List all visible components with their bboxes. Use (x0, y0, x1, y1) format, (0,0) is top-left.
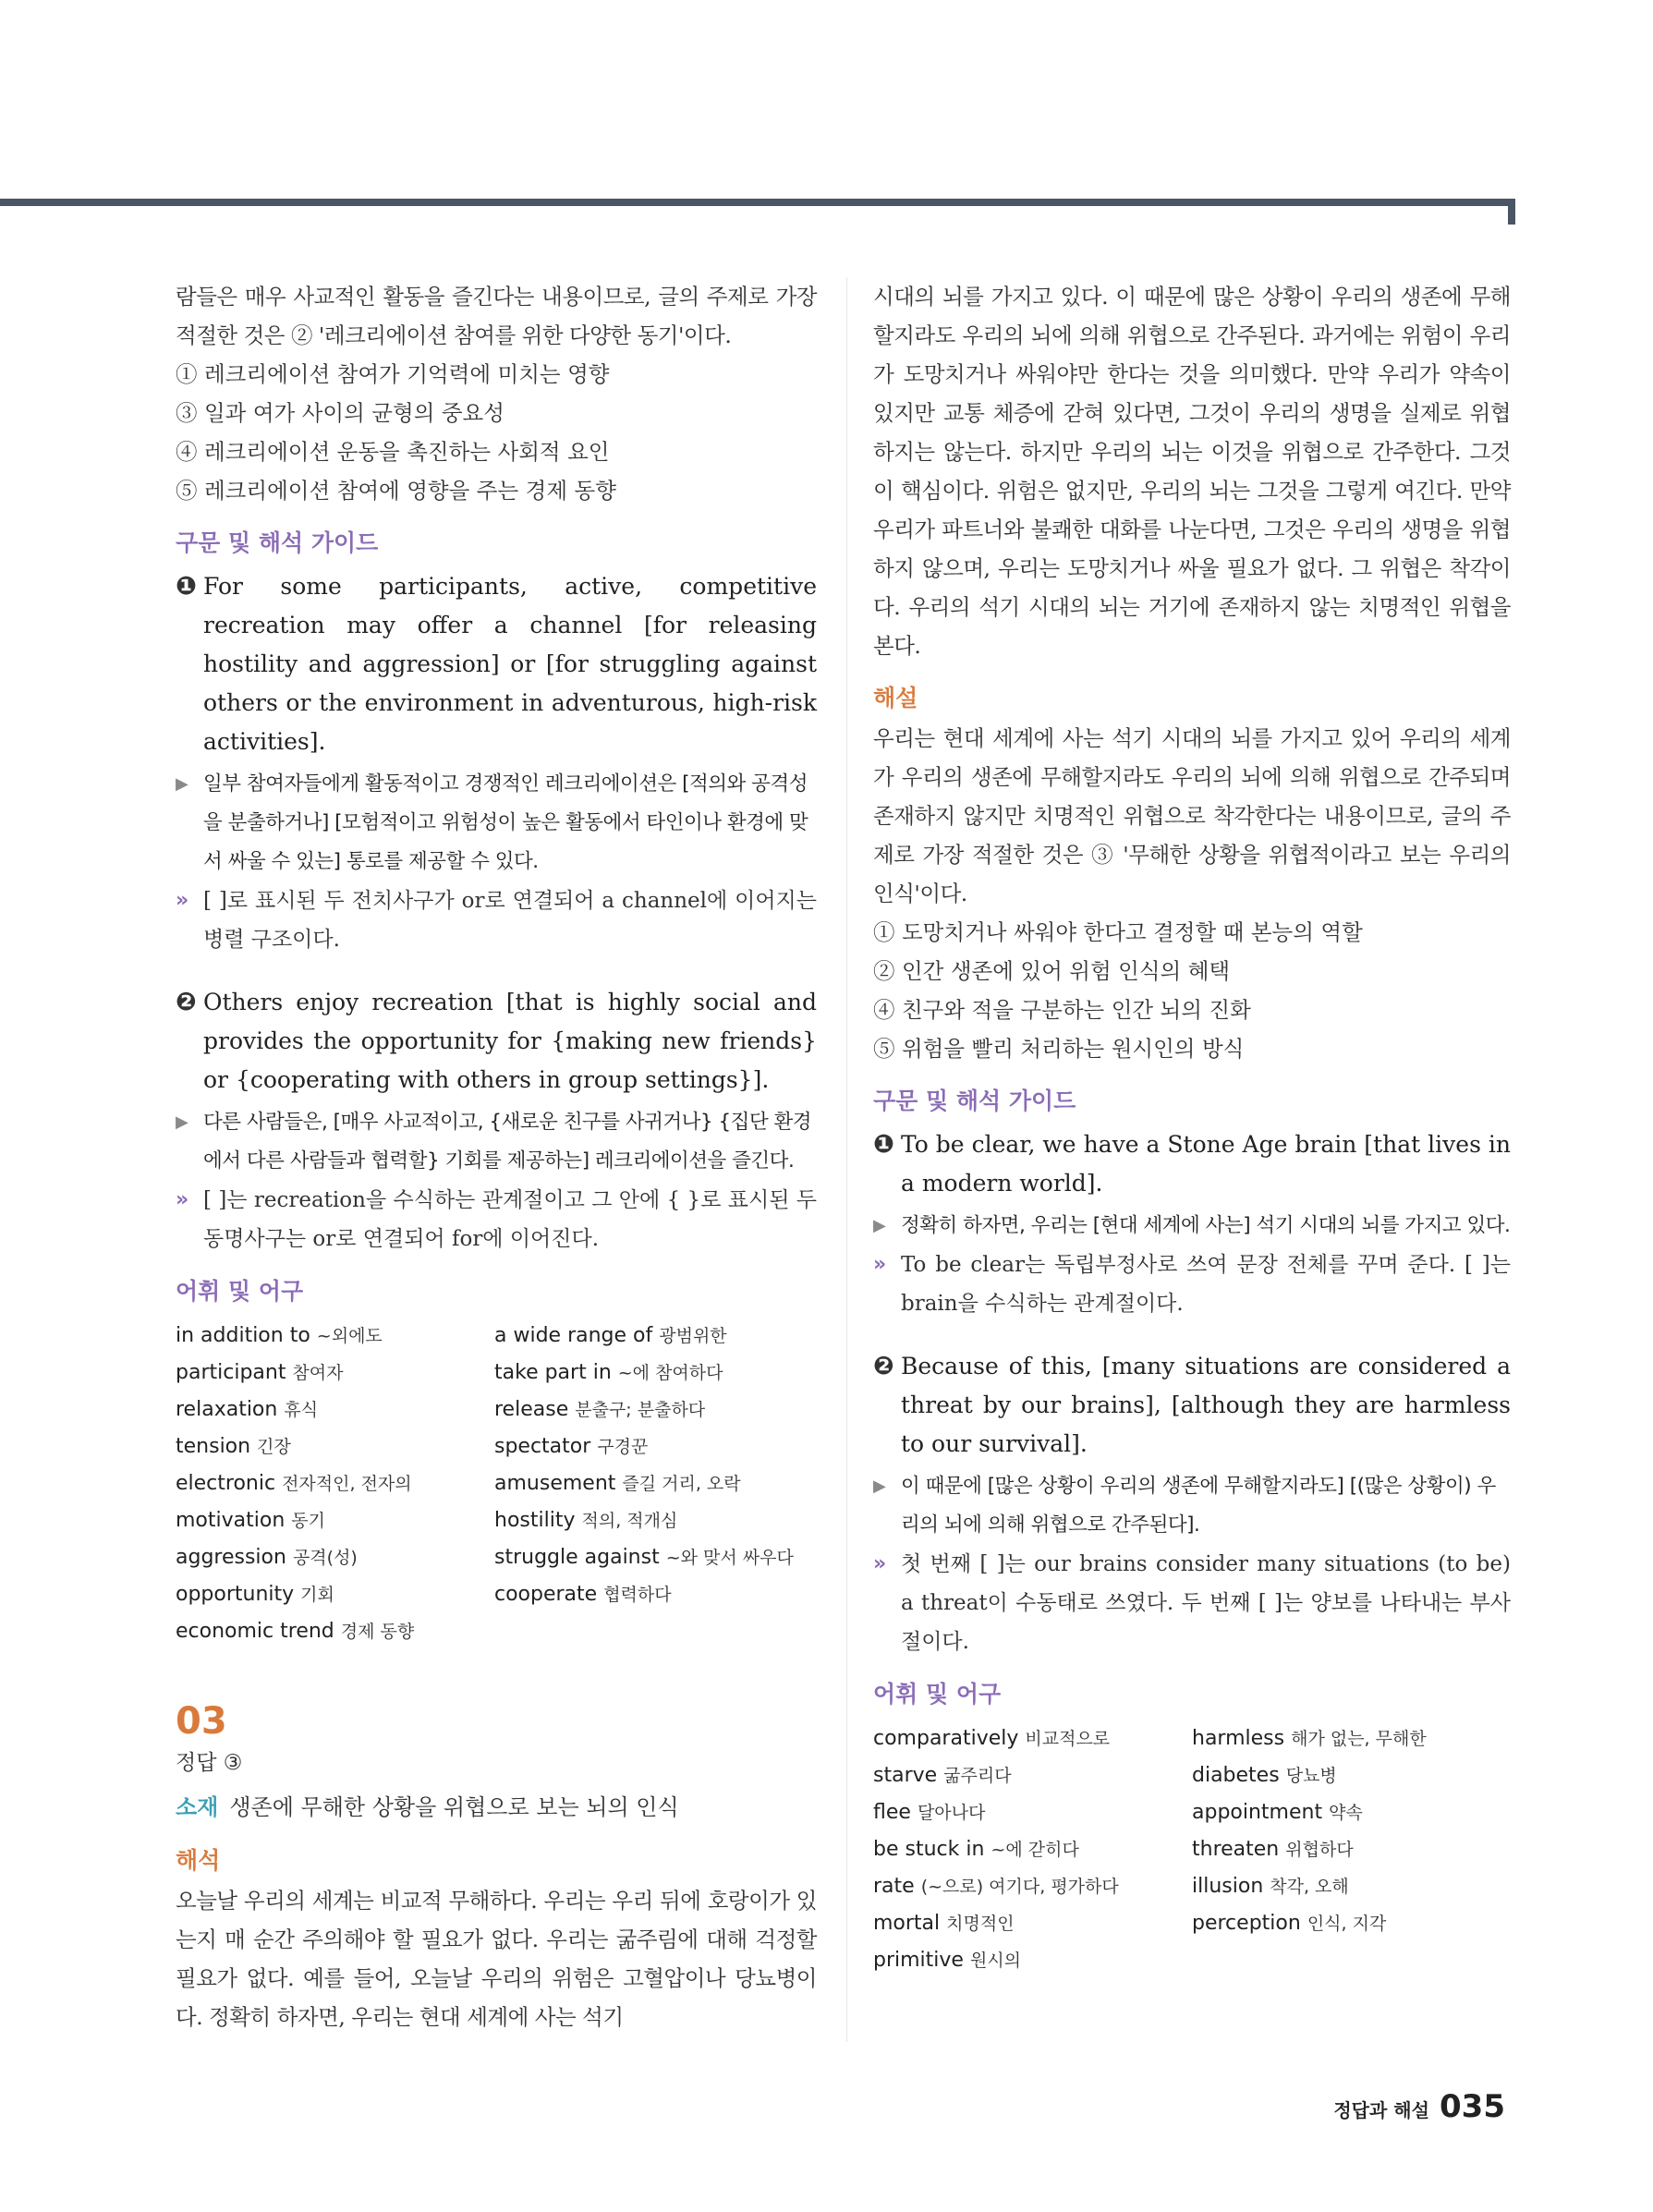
vocab-meaning: 약속 (1329, 1803, 1363, 1823)
vocab-item (1192, 1905, 1511, 1942)
vocab-item (176, 1355, 494, 1392)
vocab-item (1192, 1942, 1511, 1979)
double-chevron-icon: » (176, 889, 189, 912)
vocab-item (494, 1355, 813, 1392)
vocab-word: take part in (494, 1361, 612, 1384)
vocab-grid (176, 1318, 817, 1650)
vocab-item (1192, 1794, 1511, 1831)
interpretation-paragraph: 오늘날 우리의 세계는 비교적 무해하다. 우리는 우리 뒤에 호랑이가 있는지 매 순간 주의해야 할 필요가 없다. 우리는 굶주림에 대해 걱정할 필요가 없다. 예를 들어, 오늘날 우리의 위험은 고혈압이나 당뇨병이다. 정확히 하자면, 우리는 현대 세계에 사는 석기 (176, 1888, 817, 2030)
vocab-word: comparatively (873, 1727, 1019, 1750)
vocab-word: harmless (1192, 1727, 1285, 1750)
guide-translation-1 (176, 765, 817, 881)
topic-text: 생존에 무해한 상황을 위협으로 보는 뇌의 인식 (229, 1794, 679, 1820)
guide-translation-1-text: 일부 참여자들에게 활동적이고 경쟁적인 레크리에이션은 [적의와 공격성을 분출하거나] [모험적이고 위험성이 높은 활동에서 타인이나 환경에 맞서 싸울 수 있는] 통로를 제공할 수 있다. (203, 772, 808, 873)
vocab-word: perception (1192, 1912, 1301, 1935)
vocab-meaning: 동기 (291, 1511, 325, 1531)
vocab-meaning: 즐길 거리, 오락 (622, 1474, 741, 1494)
option-1: ① 레크리에이션 참여가 기억력에 미치는 영향 (176, 361, 610, 387)
vocab-meaning: 광범위한 (659, 1326, 727, 1346)
vocab-word: threaten (1192, 1838, 1280, 1861)
vocab-meaning: 휴식 (284, 1400, 319, 1420)
vocab-word: be stuck in (873, 1838, 985, 1861)
vocab-word: illusion (1192, 1875, 1264, 1898)
vocab-meaning: 전자적인, 전자의 (282, 1474, 412, 1494)
explanation-heading: 해설 (873, 685, 918, 711)
option-3: ③ 일과 여가 사이의 균형의 중요성 (176, 400, 504, 426)
vocab-item (873, 1868, 1192, 1905)
vocab-meaning: 인식, 지각 (1307, 1914, 1387, 1934)
vocab-meaning: (~으로) 여기다, 평가하다 (920, 1877, 1119, 1897)
vocab-meaning: 구경꾼 (597, 1437, 649, 1457)
vocab-item (873, 1757, 1192, 1794)
vocab-meaning: 공격(성) (292, 1548, 358, 1568)
guide-sentence-1-text: For some participants, active, competitive recreation may offer a channel [for releasing hostility and aggression] or [for struggling against others or the environment in adventurous, high-risk activities]. (203, 573, 817, 755)
vocab-meaning: ~에 참여하다 (617, 1363, 723, 1383)
vocab-item (1192, 1831, 1511, 1868)
vocab-item (494, 1576, 813, 1613)
sentence-number-1: ❶ (176, 572, 197, 601)
vocab-meaning: 분출구; 분출하다 (575, 1400, 706, 1420)
vocab-grid (873, 1720, 1511, 1979)
vocab-word: rate (873, 1875, 915, 1898)
option-4: ④ 친구와 적을 구분하는 인간 뇌의 진화 (873, 997, 1251, 1023)
vocab-word: hostility (494, 1509, 576, 1532)
guide-translation-2-text: 다른 사람들은, [매우 사교적이고, {새로운 친구를 사귀거나} {집단 환경에서 다른 사람들과 협력할} 기회를 제공하는] 레크리에이션을 즐긴다. (203, 1111, 812, 1173)
double-chevron-icon: » (873, 1253, 887, 1276)
vocab-item (176, 1576, 494, 1613)
option-1: ① 도망치거나 싸워야 한다고 결정할 때 본능의 역할 (873, 919, 1363, 945)
vocab-meaning: 달아나다 (917, 1803, 986, 1823)
guide-sentence-2 (873, 1347, 1511, 1464)
vocab-word: mortal (873, 1912, 941, 1935)
vocab-meaning: ~에 갇히다 (991, 1840, 1079, 1860)
vocab-meaning: 착각, 오해 (1270, 1877, 1349, 1897)
option-4: ④ 레크리에이션 운동을 촉진하는 사회적 요인 (176, 439, 610, 465)
guide-sentence-2-text: Because of this, [many situations are considered a threat by our brains], [although they are harmless to our survival]. (901, 1353, 1511, 1457)
interpretation-heading: 해석 (176, 1847, 221, 1874)
vocab-word: opportunity (176, 1583, 295, 1606)
vocab-word: a wide range of (494, 1324, 653, 1347)
right-column (873, 277, 1511, 1979)
vocab-item (873, 1720, 1192, 1757)
vocab-meaning: 치명적인 (946, 1914, 1015, 1934)
guide-note-2 (176, 1181, 817, 1258)
vocab-meaning: 굶주리다 (943, 1766, 1012, 1786)
guide-sentence-1-text: To be clear, we have a Stone Age brain [that lives in a modern world]. (901, 1131, 1511, 1197)
vocab-item (1192, 1720, 1511, 1757)
vocab-meaning: 적의, 적개심 (581, 1511, 678, 1531)
vocab-item (176, 1539, 494, 1576)
question-number: 03 (176, 1700, 227, 1743)
header-rule-tick (1508, 199, 1515, 225)
vocab-item (873, 1905, 1192, 1942)
vocab-word: appointment (1192, 1801, 1323, 1824)
guide-sentence-1 (176, 567, 817, 761)
vocab-word: economic trend (176, 1620, 334, 1643)
vocab-item (873, 1794, 1192, 1831)
guide-translation-2 (873, 1467, 1511, 1545)
vocab-word: aggression (176, 1546, 286, 1569)
vocab-meaning: 위협하다 (1285, 1840, 1354, 1860)
guide-note-1 (176, 881, 817, 959)
vocab-item (494, 1465, 813, 1502)
vocab-item (494, 1392, 813, 1428)
guide-note-1-text: [ ]로 표시된 두 전치사구가 or로 연결되어 a channel에 이어지는 병렬 구조이다. (203, 889, 817, 952)
vocab-word: electronic (176, 1472, 276, 1495)
answer: 정답 ③ (176, 1751, 243, 1775)
vocab-item (176, 1318, 494, 1355)
vocab-word: amusement (494, 1472, 616, 1495)
vocab-word: primitive (873, 1949, 964, 1972)
vocab-item (176, 1613, 494, 1650)
double-chevron-icon: » (176, 1188, 189, 1211)
option-2: ② 인간 생존에 있어 위험 인식의 혜택 (873, 958, 1231, 984)
guide-sentence-2-text: Others enjoy recreation [that is highly social and provides the opportunity for {making new friends} or {cooperating with others in group settings}]. (203, 989, 817, 1093)
vocab-item (1192, 1757, 1511, 1794)
vocab-meaning: 당뇨병 (1285, 1766, 1337, 1786)
page-number: 035 (1440, 2088, 1505, 2125)
vocab-item (873, 1831, 1192, 1868)
triangle-icon: ▶ (176, 774, 188, 794)
option-5: ⑤ 레크리에이션 참여에 영향을 주는 경제 동향 (176, 478, 616, 504)
topic (176, 1787, 817, 1828)
vocab-meaning: 원시의 (969, 1951, 1022, 1971)
column-divider (846, 277, 847, 2042)
explanation-paragraph: 우리는 현대 세계에 사는 석기 시대의 뇌를 가지고 있어 우리의 세계가 우리의 생존에 무해할지라도 우리의 뇌에 의해 위협으로 간주되며 존재하지 않지만 치명적인 위협으로 착각한다는 내용이므로, 글의 주제로 가장 적절한 것은 ③ '무해한 상황을 위협적이라고 보는 우리의 인식'이다. (873, 725, 1511, 906)
guide-note-2 (873, 1545, 1511, 1661)
vocab-meaning: ~외에도 (316, 1326, 383, 1346)
guide-note-2-text: [ ]는 recreation을 수식하는 관계절이고 그 안에 { }로 표시된 두 동명사구는 or로 연결되어 for에 이어진다. (203, 1188, 817, 1251)
left-column (176, 277, 817, 2036)
guide-sentence-2 (176, 983, 817, 1100)
vocab-item (494, 1502, 813, 1539)
footer-label: 정답과 해설 (1333, 2099, 1429, 2121)
vocab-word: tension (176, 1435, 251, 1458)
page-footer (1333, 2088, 1505, 2125)
vocab-meaning: 참여자 (292, 1363, 344, 1383)
header-rule (0, 199, 1515, 206)
vocab-item (176, 1465, 494, 1502)
sentence-number-1: ❶ (873, 1130, 894, 1159)
vocab-word: diabetes (1192, 1764, 1280, 1787)
vocab-meaning: 해가 없는, 무해한 (1291, 1729, 1427, 1749)
guide-note-1 (873, 1246, 1511, 1323)
vocab-item (494, 1318, 813, 1355)
guide-heading: 구문 및 해석 가이드 (873, 1088, 1076, 1114)
vocab-word: spectator (494, 1435, 591, 1458)
vocab-word: struggle against (494, 1546, 660, 1569)
vocab-item (494, 1428, 813, 1465)
guide-note-1-text: To be clear는 독립부정사로 쓰여 문장 전체를 꾸며 준다. [ ]는 brain을 수식하는 관계절이다. (901, 1253, 1511, 1316)
vocab-item (494, 1613, 813, 1650)
vocab-item (494, 1539, 813, 1576)
vocab-item (1192, 1868, 1511, 1905)
guide-translation-1-text: 정확히 하자면, 우리는 [현대 세계에 사는] 석기 시대의 뇌를 가지고 있다. (901, 1214, 1511, 1237)
guide-note-2-text: 첫 번째 [ ]는 our brains consider many situations (to be) a threat이 수동태로 쓰였다. 두 번째 [ ]는 양보를 나타내는 부사절이다. (901, 1552, 1511, 1654)
vocab-meaning: 기회 (300, 1585, 334, 1605)
vocab-word: flee (873, 1801, 911, 1824)
intro-paragraph: 람들은 매우 사교적인 활동을 즐긴다는 내용이므로, 글의 주제로 가장 적절한 것은 ② '레크리에이션 참여를 위한 다양한 동기'이다. (176, 284, 817, 348)
vocab-word: cooperate (494, 1583, 598, 1606)
sentence-number-2: ❷ (873, 1352, 894, 1380)
guide-translation-1 (873, 1207, 1511, 1246)
triangle-icon: ▶ (873, 1216, 886, 1235)
vocab-item (873, 1942, 1192, 1979)
vocab-word: participant (176, 1361, 286, 1384)
vocab-meaning: 긴장 (257, 1437, 291, 1457)
guide-sentence-1 (873, 1125, 1511, 1203)
interpretation-continued: 시대의 뇌를 가지고 있다. 이 때문에 많은 상황이 우리의 생존에 무해할지라도 우리의 뇌에 의해 위협으로 간주된다. 과거에는 위험이 우리가 도망치거나 싸워야만 한다는 것을 의미했다. 만약 우리가 약속이 있지만 교통 체증에 갇혀 있다면, 그것이 우리의 생명을 실제로 위협하지는 않는다. 하지만 우리의 뇌는 이것을 위협으로 간주한다. 그것이 핵심이다. 위험은 없지만, 우리의 뇌는 그것을 그렇게 여긴다. 만약 우리가 파트너와 불쾌한 대화를 나눈다면, 그것은 우리의 생명을 위협하지 않으며, 우리는 도망치거나 싸울 필요가 없다. 그 위협은 착각이다. 우리의 석기 시대의 뇌는 거기에 존재하지 않는 치명적인 위협을 본다. (873, 284, 1511, 659)
sentence-number-2: ❷ (176, 988, 197, 1016)
triangle-icon: ▶ (176, 1112, 188, 1132)
vocab-item (176, 1502, 494, 1539)
vocab-word: relaxation (176, 1398, 278, 1421)
vocab-meaning: 비교적으로 (1025, 1729, 1111, 1749)
vocab-meaning: 경제 동향 (340, 1622, 415, 1642)
vocab-word: starve (873, 1764, 938, 1787)
vocab-item (176, 1392, 494, 1428)
vocab-item (176, 1428, 494, 1465)
triangle-icon: ▶ (873, 1477, 886, 1496)
double-chevron-icon: » (873, 1552, 887, 1575)
vocab-heading: 어휘 및 어구 (873, 1681, 1002, 1708)
guide-heading: 구문 및 해석 가이드 (176, 529, 379, 556)
guide-translation-2 (176, 1103, 817, 1181)
vocab-heading: 어휘 및 어구 (176, 1278, 304, 1305)
topic-label: 소재 (176, 1794, 219, 1820)
option-5: ⑤ 위험을 빨리 처리하는 원시인의 방식 (873, 1036, 1245, 1062)
vocab-word: release (494, 1398, 569, 1421)
vocab-word: in addition to (176, 1324, 310, 1347)
guide-translation-2-text: 이 때문에 [많은 상황이 우리의 생존에 무해할지라도] [(많은 상황이) 우리의 뇌에 의해 위협으로 간주된다]. (901, 1475, 1496, 1537)
vocab-meaning: 협력하다 (603, 1585, 672, 1605)
vocab-word: motivation (176, 1509, 286, 1532)
vocab-meaning: ~와 맞서 싸우다 (665, 1548, 794, 1568)
